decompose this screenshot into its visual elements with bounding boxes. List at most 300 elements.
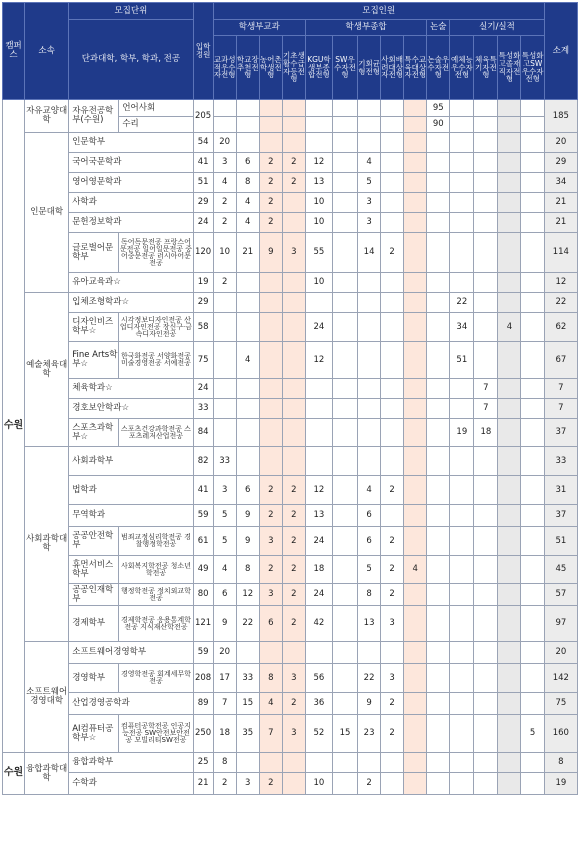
- value-cell: 2: [381, 476, 404, 505]
- sub-unit: 시각정보디자인전공 산업디자인전공 장신구·금속디자인전공: [119, 313, 193, 342]
- value-cell: 2: [282, 693, 305, 715]
- value-cell: [259, 753, 282, 773]
- value-cell: [332, 606, 357, 642]
- value-cell: [213, 100, 236, 117]
- value-cell: [404, 233, 427, 273]
- capacity-cell: 59: [193, 642, 213, 664]
- value-cell: [474, 715, 498, 753]
- value-cell: 2: [282, 556, 305, 584]
- value-cell: 2: [282, 476, 305, 505]
- value-cell: [498, 693, 521, 715]
- header-col: 특성화고SW우수자전형: [521, 36, 544, 100]
- value-cell: [282, 313, 305, 342]
- value-cell: [498, 213, 521, 233]
- value-cell: 3: [381, 664, 404, 693]
- value-cell: [381, 213, 404, 233]
- value-cell: [213, 399, 236, 419]
- value-cell: 4: [498, 313, 521, 342]
- table-row: [3, 715, 578, 753]
- unit-name: 사학과: [69, 193, 193, 213]
- value-cell: [358, 419, 381, 447]
- value-cell: [427, 715, 450, 753]
- table-body: [3, 100, 578, 795]
- value-cell: [358, 753, 381, 773]
- value-cell: [332, 273, 357, 293]
- value-cell: 95: [427, 100, 450, 117]
- value-cell: 36: [305, 693, 332, 715]
- value-cell: [282, 293, 305, 313]
- value-cell: [332, 505, 357, 527]
- value-cell: 2: [282, 527, 305, 556]
- value-cell: 5: [358, 173, 381, 193]
- value-cell: [427, 447, 450, 476]
- capacity-cell: 59: [193, 505, 213, 527]
- value-cell: 3: [381, 606, 404, 642]
- total-cell: 20: [544, 133, 577, 153]
- value-cell: 15: [236, 693, 259, 715]
- value-cell: 4: [358, 153, 381, 173]
- value-cell: [498, 379, 521, 399]
- table-row: [3, 313, 578, 342]
- value-cell: 20: [213, 133, 236, 153]
- value-cell: 12: [305, 342, 332, 379]
- capacity-cell: 49: [193, 556, 213, 584]
- unit-name: 유아교육과☆: [69, 273, 193, 293]
- value-cell: [404, 117, 427, 133]
- value-cell: [498, 664, 521, 693]
- value-cell: [404, 100, 427, 117]
- total-cell: 160: [544, 715, 577, 753]
- value-cell: [427, 527, 450, 556]
- value-cell: 23: [358, 715, 381, 753]
- value-cell: [404, 293, 427, 313]
- unit-name: 국어국문학과: [69, 153, 193, 173]
- unit-name: 사회과학부: [69, 447, 193, 476]
- table-row: [3, 153, 578, 173]
- value-cell: [236, 379, 259, 399]
- sub-unit: 스포츠건강과학전공 스포츠레저산업전공: [119, 419, 193, 447]
- value-cell: 34: [450, 313, 474, 342]
- capacity-cell: 21: [193, 773, 213, 795]
- value-cell: [521, 133, 544, 153]
- sub-unit: 한국화전공 서양화전공 미술경영전공 서예전공: [119, 342, 193, 379]
- header-col: SW우수자전형: [332, 36, 357, 100]
- value-cell: [282, 447, 305, 476]
- value-cell: 8: [259, 664, 282, 693]
- value-cell: [358, 642, 381, 664]
- value-cell: [404, 342, 427, 379]
- value-cell: [404, 419, 427, 447]
- table-row: [3, 664, 578, 693]
- value-cell: 3: [282, 664, 305, 693]
- unit-name: 체육학과☆: [69, 379, 193, 399]
- value-cell: [521, 173, 544, 193]
- value-cell: 24: [305, 584, 332, 606]
- header-col: 특수교육대상자전형: [404, 36, 427, 100]
- value-cell: [213, 419, 236, 447]
- value-cell: [474, 527, 498, 556]
- value-cell: [427, 584, 450, 606]
- capacity-cell: 58: [193, 313, 213, 342]
- header-jonghap: 학생부종합: [305, 20, 426, 36]
- sub-unit: 범죄교정심리학전공 경찰행정학전공: [119, 527, 193, 556]
- value-cell: 10: [305, 773, 332, 795]
- unit-name: 경영학부: [69, 664, 119, 693]
- campus-cell: 수원: [3, 100, 25, 753]
- capacity-cell: 25: [193, 753, 213, 773]
- value-cell: 6: [358, 505, 381, 527]
- value-cell: 7: [474, 379, 498, 399]
- unit-name: 휴먼서비스학부: [69, 556, 119, 584]
- affiliation-cell: 사회과학대학: [25, 447, 69, 642]
- value-cell: [474, 642, 498, 664]
- table-row: [3, 505, 578, 527]
- sub-unit: 컴퓨터공학전공 인공지능전공 SW안전보안전공 모빌리티SW전공: [119, 715, 193, 753]
- capacity-cell: 205: [193, 100, 213, 133]
- value-cell: [282, 379, 305, 399]
- total-cell: 7: [544, 379, 577, 399]
- value-cell: [259, 313, 282, 342]
- value-cell: [498, 476, 521, 505]
- total-cell: 114: [544, 233, 577, 273]
- unit-name: AI컴퓨터공학부☆: [69, 715, 119, 753]
- value-cell: [474, 233, 498, 273]
- value-cell: [259, 379, 282, 399]
- value-cell: [427, 399, 450, 419]
- value-cell: [498, 273, 521, 293]
- value-cell: [332, 556, 357, 584]
- value-cell: 18: [474, 419, 498, 447]
- value-cell: [450, 642, 474, 664]
- total-cell: 34: [544, 173, 577, 193]
- value-cell: [332, 100, 357, 117]
- value-cell: [282, 193, 305, 213]
- value-cell: [521, 293, 544, 313]
- value-cell: [236, 313, 259, 342]
- value-cell: [282, 133, 305, 153]
- value-cell: [498, 584, 521, 606]
- total-cell: 67: [544, 342, 577, 379]
- value-cell: 55: [305, 233, 332, 273]
- value-cell: 19: [450, 419, 474, 447]
- value-cell: [521, 342, 544, 379]
- value-cell: [474, 584, 498, 606]
- value-cell: 33: [236, 664, 259, 693]
- value-cell: [332, 753, 357, 773]
- total-cell: 97: [544, 606, 577, 642]
- value-cell: 14: [358, 233, 381, 273]
- value-cell: 5: [213, 527, 236, 556]
- value-cell: 24: [305, 527, 332, 556]
- table-row: [3, 342, 578, 379]
- value-cell: [450, 664, 474, 693]
- value-cell: [259, 293, 282, 313]
- unit-name: 소프트웨어경영학부: [69, 642, 193, 664]
- affiliation-cell: 소프트웨어경영대학: [25, 642, 69, 753]
- value-cell: [358, 133, 381, 153]
- header-col: 사회배려대상자전형: [381, 36, 404, 100]
- value-cell: [427, 773, 450, 795]
- value-cell: [282, 773, 305, 795]
- value-cell: 9: [213, 606, 236, 642]
- value-cell: [332, 342, 357, 379]
- value-cell: [404, 133, 427, 153]
- table-row: [3, 476, 578, 505]
- value-cell: [381, 133, 404, 153]
- unit-name: Fine Arts학부☆: [69, 342, 119, 379]
- capacity-cell: 121: [193, 606, 213, 642]
- header-col: 교과성적우수자전형: [213, 36, 236, 100]
- value-cell: [450, 753, 474, 773]
- value-cell: [521, 753, 544, 773]
- capacity-cell: 82: [193, 447, 213, 476]
- table-row: [3, 447, 578, 476]
- value-cell: [358, 447, 381, 476]
- value-cell: [332, 419, 357, 447]
- value-cell: [381, 313, 404, 342]
- capacity-cell: 41: [193, 153, 213, 173]
- table-row: [3, 773, 578, 795]
- value-cell: [427, 556, 450, 584]
- value-cell: [404, 642, 427, 664]
- header-col: 기초생활수급자등전형: [282, 36, 305, 100]
- total-cell: 51: [544, 527, 577, 556]
- admission-table: [2, 2, 578, 795]
- value-cell: 13: [305, 505, 332, 527]
- value-cell: [474, 273, 498, 293]
- value-cell: 2: [381, 556, 404, 584]
- value-cell: [498, 100, 521, 117]
- unit-name: 스포츠과학부☆: [69, 419, 119, 447]
- value-cell: [427, 133, 450, 153]
- value-cell: [404, 584, 427, 606]
- value-cell: [305, 133, 332, 153]
- value-cell: [332, 693, 357, 715]
- total-cell: 142: [544, 664, 577, 693]
- value-cell: [358, 379, 381, 399]
- value-cell: [521, 117, 544, 133]
- affiliation-cell: 예술체육대학: [25, 293, 69, 447]
- value-cell: [381, 379, 404, 399]
- value-cell: [332, 399, 357, 419]
- value-cell: [474, 117, 498, 133]
- header-unit-sub: 단과대학, 학부, 학과, 전공: [69, 20, 193, 100]
- value-cell: 12: [236, 584, 259, 606]
- value-cell: [305, 117, 332, 133]
- value-cell: [404, 715, 427, 753]
- total-cell: 20: [544, 642, 577, 664]
- value-cell: [282, 273, 305, 293]
- value-cell: [332, 117, 357, 133]
- value-cell: 2: [259, 173, 282, 193]
- value-cell: [474, 476, 498, 505]
- value-cell: [381, 342, 404, 379]
- value-cell: [332, 773, 357, 795]
- sub-unit: 경영학전공 회계세무학전공: [119, 664, 193, 693]
- value-cell: [427, 273, 450, 293]
- value-cell: [404, 505, 427, 527]
- value-cell: [259, 399, 282, 419]
- sub-unit: 수리: [119, 117, 193, 133]
- value-cell: [404, 213, 427, 233]
- value-cell: 33: [213, 447, 236, 476]
- table-row: [3, 527, 578, 556]
- value-cell: [498, 753, 521, 773]
- header-col: 예체능우수자전형: [450, 36, 474, 100]
- value-cell: [521, 447, 544, 476]
- unit-name: 디자인비즈학부☆: [69, 313, 119, 342]
- header-col: 논술우수자전형: [427, 36, 450, 100]
- header-col: KGU학생부종합전형: [305, 36, 332, 100]
- capacity-cell: 41: [193, 476, 213, 505]
- sub-unit: 언어사회: [119, 100, 193, 117]
- value-cell: [427, 173, 450, 193]
- value-cell: [236, 293, 259, 313]
- value-cell: 2: [282, 505, 305, 527]
- value-cell: [521, 693, 544, 715]
- value-cell: [236, 753, 259, 773]
- unit-name: 융합과학부: [69, 753, 193, 773]
- value-cell: 90: [427, 117, 450, 133]
- unit-name: 영어영문학과: [69, 173, 193, 193]
- value-cell: [381, 117, 404, 133]
- sub-unit: 독어독문전공 프랑스어문전공 일어일문전공 중어중문전공 러시아어문전공: [119, 233, 193, 273]
- value-cell: 2: [259, 193, 282, 213]
- value-cell: 2: [259, 476, 282, 505]
- value-cell: [450, 153, 474, 173]
- value-cell: [381, 447, 404, 476]
- value-cell: [213, 117, 236, 133]
- value-cell: 2: [213, 273, 236, 293]
- value-cell: 3: [213, 153, 236, 173]
- total-cell: 31: [544, 476, 577, 505]
- unit-name: 인문학부: [69, 133, 193, 153]
- value-cell: [381, 293, 404, 313]
- value-cell: [474, 664, 498, 693]
- value-cell: [498, 342, 521, 379]
- value-cell: [498, 293, 521, 313]
- total-cell: 57: [544, 584, 577, 606]
- total-cell: 37: [544, 419, 577, 447]
- value-cell: [521, 556, 544, 584]
- value-cell: 4: [358, 476, 381, 505]
- value-cell: [381, 273, 404, 293]
- value-cell: [474, 193, 498, 213]
- value-cell: [427, 606, 450, 642]
- total-cell: 22: [544, 293, 577, 313]
- value-cell: [282, 342, 305, 379]
- value-cell: [404, 527, 427, 556]
- value-cell: 2: [282, 173, 305, 193]
- value-cell: [450, 505, 474, 527]
- value-cell: [358, 313, 381, 342]
- value-cell: [404, 273, 427, 293]
- value-cell: [450, 584, 474, 606]
- value-cell: [474, 293, 498, 313]
- value-cell: [450, 173, 474, 193]
- value-cell: [474, 133, 498, 153]
- value-cell: [282, 419, 305, 447]
- value-cell: [404, 753, 427, 773]
- value-cell: [521, 419, 544, 447]
- value-cell: 20: [213, 642, 236, 664]
- value-cell: [521, 313, 544, 342]
- value-cell: 3: [259, 527, 282, 556]
- value-cell: 2: [358, 773, 381, 795]
- value-cell: [521, 100, 544, 117]
- value-cell: [450, 379, 474, 399]
- value-cell: [332, 233, 357, 273]
- value-cell: [427, 379, 450, 399]
- value-cell: [236, 399, 259, 419]
- value-cell: 2: [282, 153, 305, 173]
- value-cell: [427, 476, 450, 505]
- table-row: [3, 606, 578, 642]
- table-row: [3, 173, 578, 193]
- value-cell: [450, 556, 474, 584]
- capacity-cell: 89: [193, 693, 213, 715]
- value-cell: [259, 419, 282, 447]
- value-cell: [498, 606, 521, 642]
- table-row: [3, 233, 578, 273]
- value-cell: 2: [259, 505, 282, 527]
- value-cell: [332, 133, 357, 153]
- value-cell: [332, 527, 357, 556]
- value-cell: 2: [213, 773, 236, 795]
- value-cell: [450, 117, 474, 133]
- capacity-cell: 75: [193, 342, 213, 379]
- unit-name: 경제학부: [69, 606, 119, 642]
- value-cell: [332, 293, 357, 313]
- value-cell: [498, 193, 521, 213]
- value-cell: 5: [521, 715, 544, 753]
- capacity-cell: 61: [193, 527, 213, 556]
- value-cell: [381, 193, 404, 213]
- value-cell: [305, 447, 332, 476]
- value-cell: [474, 606, 498, 642]
- value-cell: [521, 273, 544, 293]
- sub-unit: 사회복지학전공 청소년학전공: [119, 556, 193, 584]
- value-cell: 24: [305, 313, 332, 342]
- value-cell: [213, 379, 236, 399]
- value-cell: [213, 342, 236, 379]
- value-cell: 42: [305, 606, 332, 642]
- total-cell: 21: [544, 193, 577, 213]
- value-cell: [450, 133, 474, 153]
- value-cell: [450, 273, 474, 293]
- sub-unit: 경제학전공 응용통계학전공 지식재산학전공: [119, 606, 193, 642]
- total-cell: 75: [544, 693, 577, 715]
- value-cell: [427, 293, 450, 313]
- value-cell: [521, 773, 544, 795]
- value-cell: 2: [282, 606, 305, 642]
- total-cell: 12: [544, 273, 577, 293]
- value-cell: [474, 773, 498, 795]
- value-cell: [236, 447, 259, 476]
- value-cell: [450, 447, 474, 476]
- total-cell: 33: [544, 447, 577, 476]
- value-cell: 2: [282, 584, 305, 606]
- value-cell: 3: [358, 213, 381, 233]
- affiliation-cell: 자유교양대학: [25, 100, 69, 133]
- value-cell: 22: [236, 606, 259, 642]
- total-cell: 185: [544, 100, 577, 133]
- value-cell: [498, 773, 521, 795]
- value-cell: [474, 173, 498, 193]
- value-cell: 2: [259, 213, 282, 233]
- value-cell: 2: [381, 584, 404, 606]
- value-cell: [332, 664, 357, 693]
